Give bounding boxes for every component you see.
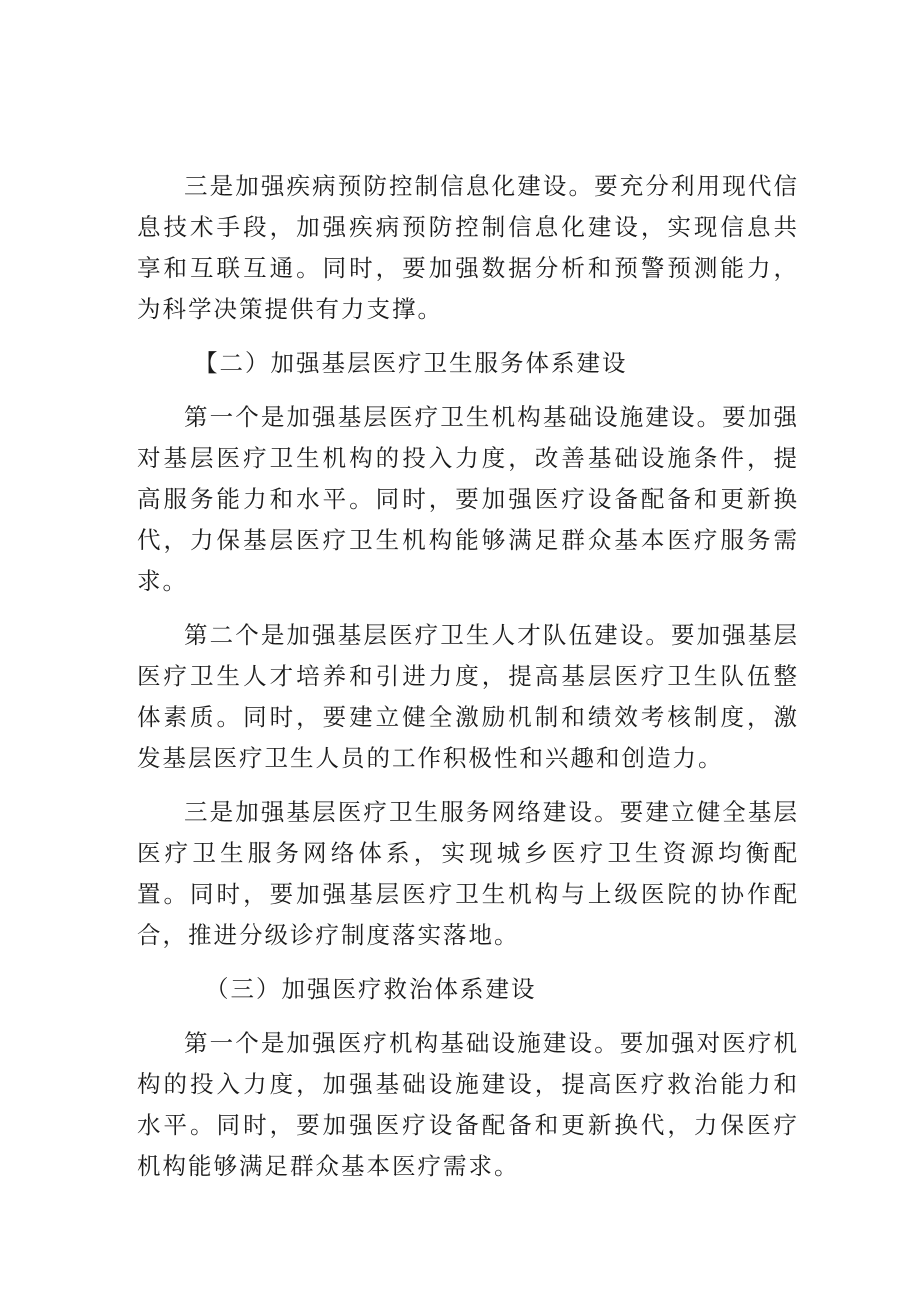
- document-body: [137, 166, 799, 1200]
- paragraph-disease-control-informatization: 三是加强疾病预防控制信息化建设。要充分利用现代信息技术手段，加强疾病预防控制信息化建设，实现信息共享和互联互通。同时，要加强数据分析和预警预测能力，为科学决策提供有力支撑。: [137, 172, 799, 323]
- paragraph-primary-care-talent: 第二个是加强基层医疗卫生人才队伍建设。要加强基层医疗卫生人才培养和引进力度，提高基层医疗卫生队伍整体素质。同时，要建立健全激励机制和绩效考核制度，激发基层医疗卫生人员的工作积极性和兴趣和创造力。: [137, 621, 799, 772]
- paragraph-medical-infrastructure: 第一个是加强医疗机构基础设施建设。要加强对医疗机构的投入力度，加强基础设施建设，提高医疗救治能力和水平。同时，要加强医疗设备配备和更新换代，力保医疗机构能够满足群众基本医疗需求。: [137, 1029, 799, 1180]
- paragraph-primary-care-infrastructure: 第一个是加强基层医疗卫生机构基础设施建设。要加强对基层医疗卫生机构的投入力度，改善基础设施条件，提高服务能力和水平。同时，要加强医疗设备配备和更新换代，力保基层医疗卫生机构能够满足群众基本医疗服务需求。: [137, 403, 799, 595]
- paragraph-primary-care-network: 三是加强基层医疗卫生服务网络建设。要建立健全基层医疗卫生服务网络体系，实现城乡医疗卫生资源均衡配置。同时，要加强基层医疗卫生机构与上级医院的协作配合，推进分级诊疗制度落实落地。: [137, 798, 799, 949]
- section-heading-medical-treatment: （三）加强医疗救治体系建设: [205, 975, 537, 1003]
- section-heading-primary-care: 【二）加强基层医疗卫生服务体系建设: [194, 349, 628, 377]
